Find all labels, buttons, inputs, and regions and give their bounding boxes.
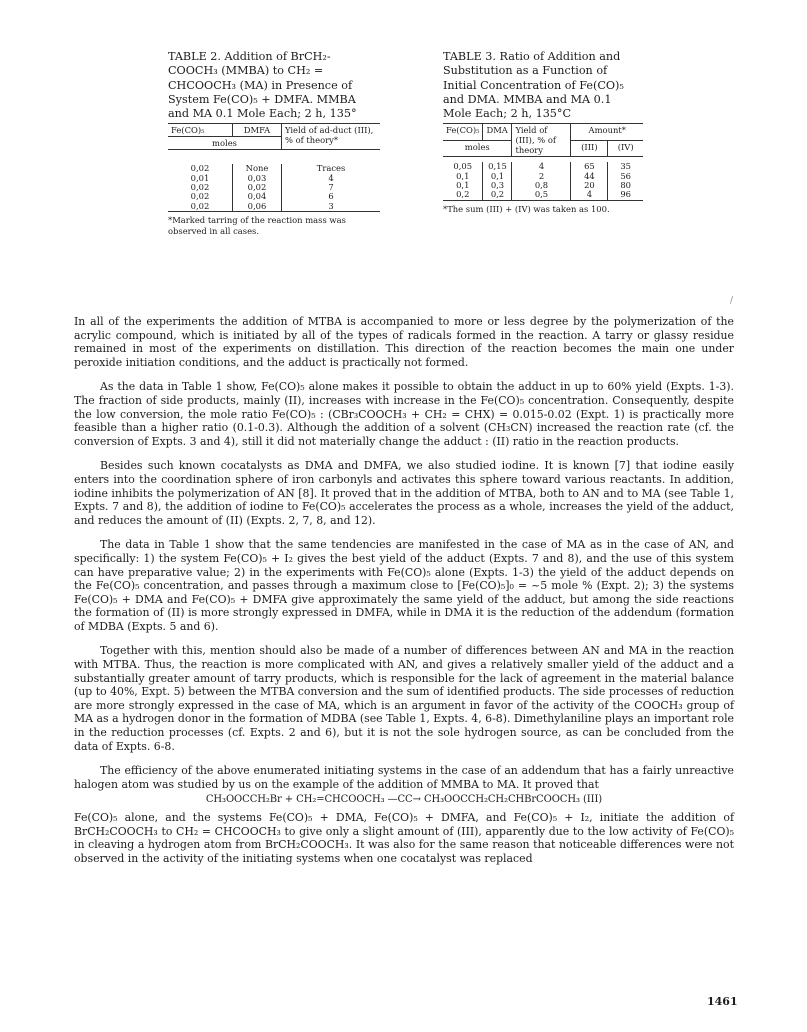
table-cell: 44 (571, 172, 608, 181)
table-cell: 3 (328, 200, 334, 211)
table-cell: 0,02 (168, 164, 233, 173)
table-3-header-yield: Yield of (III), % of theory (512, 124, 571, 157)
table-cell: 0,01 (168, 174, 233, 183)
body-text (74, 315, 734, 865)
table-3-header-amount: Amount* (571, 124, 643, 141)
table-cell: 2 (512, 172, 571, 181)
table-cell: 0,03 (233, 174, 282, 183)
table-cell: 4 (512, 162, 571, 171)
table-cell: 0,1 (483, 172, 512, 181)
table-3 (443, 50, 643, 215)
paragraph: Together with this, mention should also be made of a number of differences between AN and MA in the reaction with MTBA. Thus, the reaction is more complicated with AN, and gives a relatively smaller yield of the adduct and a substantially greater amount of tarry products, which is responsible for the lack of agreement in the material balance (up to 40%, Expt. 5) between the MTBA conversion and the sum of identified products. The side processes of reduction are more strongly expressed in the case of MA, which is an argument in favor of the activity of the COOCH₃ group of MA as a hydrogen donor in the formation of MDBA (see Table 1, Expts. 4, 6-8). Dimethylaniline plays an important role in the reduction processes (cf. Expts. 2 and 6), but it is not the sole hydrogen source, as can be concluded from the data of Expts. 6-8. (74, 644, 734, 753)
paragraph: The efficiency of the above enumerated initiating systems in the case of an addendum that has a fairly unreactive halogen atom was studied by us on the example of the addition of MMBA to MA. It proved that (74, 764, 734, 791)
table-cell: 35 (620, 161, 631, 172)
reaction-equation: CH₃OOCCH₂Br + CH₂=CHCOOCH₃ —CC→ CH₃OOCCH₂CH₂CHBrCOOCH₃ (III) (205, 794, 603, 806)
table-2-unit-label: moles (168, 137, 282, 150)
table-cell: 4 (571, 190, 608, 200)
table-cell: 0,02 (168, 183, 233, 192)
table-cell: 0,2 (443, 190, 483, 200)
table-3-caption: TABLE 3. Ratio of Addition and Substitution as a Function of Initial Concentration of Fe(CO)₅ and DMA. MMBA and MA 0.1 Mole Each; 2 h, 135°C (443, 50, 624, 121)
table-cell: 0,15 (483, 162, 512, 171)
table-row (168, 202, 380, 212)
table-cell: 65 (571, 162, 608, 171)
table-cell: 96 (620, 189, 631, 200)
table-cell: 0,3 (483, 181, 512, 190)
table-cell: 56 (620, 170, 631, 181)
table-cell: 0,1 (443, 172, 483, 181)
paragraph: As the data in Table 1 show, Fe(CO)₅ alone makes it possible to obtain the adduct in up to 60% yield (Expts. 1-3). The fraction of side products, mainly (II), increases with increase in the Fe(CO)₅ concentration. Consequently, despite the low conversion, the mole ratio Fe(CO)₅ : (CBr₃COOCH₃ + CH₂ = CHX) = 0.015-0.02 (Expt. 1) is practically more feasible than a higher ratio (0.1-0.3). Although the addition of a solvent (CH₃CN) increased the reaction rate (cf. the conversion of Expts. 3 and 4), still it did not materially change the adduct : (II) ratio in the reaction products. (74, 380, 734, 448)
table-cell: 0,02 (233, 183, 282, 192)
table-3-header-iv: (IV) (608, 140, 643, 157)
table-cell: 20 (571, 181, 608, 190)
table-row (443, 190, 643, 200)
table-cell: 0,04 (233, 192, 282, 201)
table-3-header-iii: (III) (571, 140, 608, 157)
table-2-header-yield: Yield of ad-duct (III), % of theory* (282, 124, 381, 150)
table-cell: 4 (328, 172, 334, 183)
table-cell: 7 (328, 182, 334, 193)
table-3-unit-label: moles (443, 140, 512, 157)
table-2 (168, 50, 380, 237)
table-3-header-dma: DMA (483, 124, 512, 141)
table-2-caption: TABLE 2. Addition of BrCH₂-COOCH₃ (MMBA) to CH₂ = CHCOOCH₃ (MA) in Presence of System Fe(CO)₅ + DMFA. MMBA and MA 0.1 Mole Each; 2 h, 135° (168, 50, 357, 121)
paragraph: The data in Table 1 show that the same tendencies are manifested in the case of MA as in the case of AN, and specifically: 1) the system Fe(CO)₅ + I₂ gives the best yield of the adduct (Expts. 7 and 8), and the use of this system can have preparative value; 2) in the experiments with Fe(CO)₅ alone (Expts. 1-3) the yield of the adduct depends on the Fe(CO)₅ concentration, and passes through a maximum close to [Fe(CO)₅]₀ = ~5 mole % (Expt. 2); 3) the systems Fe(CO)₅ + DMA and Fe(CO)₅ + DMFA give approximately the same yield of the adduct, but among the side reactions the formation of (II) is more strongly expressed in DMFA, while in DMA it is the reduction of the addendum (formation of MDBA (Expts. 5 and 6). (74, 538, 734, 633)
table-cell: 6 (328, 191, 334, 202)
table-cell: 0,5 (512, 190, 571, 200)
paragraph: Besides such known cocatalysts as DMA and DMFA, we also studied iodine. It is known [7] that iodine easily enters into the coordination sphere of iron carbonyls and activates this sphere toward various reactants. In addition, iodine inhibits the polymerization of AN [8]. It proved that in the addition of MTBA, both to AN and to MA (see Table 1, Expts. 7 and 8), the addition of iodine to Fe(CO)₅ accelerates the process as a whole, increases the yield of the adduct, and reduces the amount of (II) (Expts. 2, 7, 8, and 12). (74, 459, 734, 527)
table-cell: 0,06 (233, 202, 282, 212)
table-cell: 0,05 (443, 162, 483, 171)
paragraph: In all of the experiments the addition of MTBA is accompanied to more or less degree by the polymerization of the acrylic compound, which is initiated by all of the types of radicals formed in the reaction. A tarry or glassy residue remained in most of the experiments on distillation. This direction of the reaction becomes the main one under peroxide initiation conditions, and the adduct is practically not formed. (74, 315, 734, 369)
corner-mark: / (730, 296, 734, 306)
paragraph: Fe(CO)₅ alone, and the systems Fe(CO)₅ + DMA, Fe(CO)₅ + DMFA, and Fe(CO)₅ + I₂, initiate the addition of BrCH₂COOCH₃ to CH₂ = CHCOOCH₃ to give only a slight amount of (III), apparently due to the low activity of Fe(CO)₅ in cleaving a hydrogen atom from BrCH₂COOCH₃. It was also for the same reason that noticeable differences were not observed in the activity of the initiating systems when one cocatalyst was replaced (74, 811, 734, 865)
table-cell: Traces (316, 163, 346, 174)
table-cell: 0,2 (483, 190, 512, 200)
table-cell: 0,1 (443, 181, 483, 190)
table-2-header-dmfa: DMFA (233, 124, 282, 137)
table-cell: 80 (620, 180, 631, 191)
table-3-header-feco5: Fe(CO)₅ (443, 124, 483, 141)
table-3-grid (443, 123, 643, 200)
table-cell: 0,02 (168, 202, 233, 212)
table-3-footnote: *The sum (III) + (IV) was taken as 100. (443, 203, 610, 214)
table-cell: 0,02 (168, 192, 233, 201)
table-2-footnote: *Marked tarring of the reaction mass was observed in all cases. (168, 214, 346, 236)
page-number: 1461 (707, 995, 738, 1008)
table-2-header-feco5: Fe(CO)₅ (168, 124, 233, 137)
table-2-grid (168, 123, 380, 211)
table-cell: None (233, 164, 282, 173)
table-cell: 0,8 (512, 181, 571, 190)
